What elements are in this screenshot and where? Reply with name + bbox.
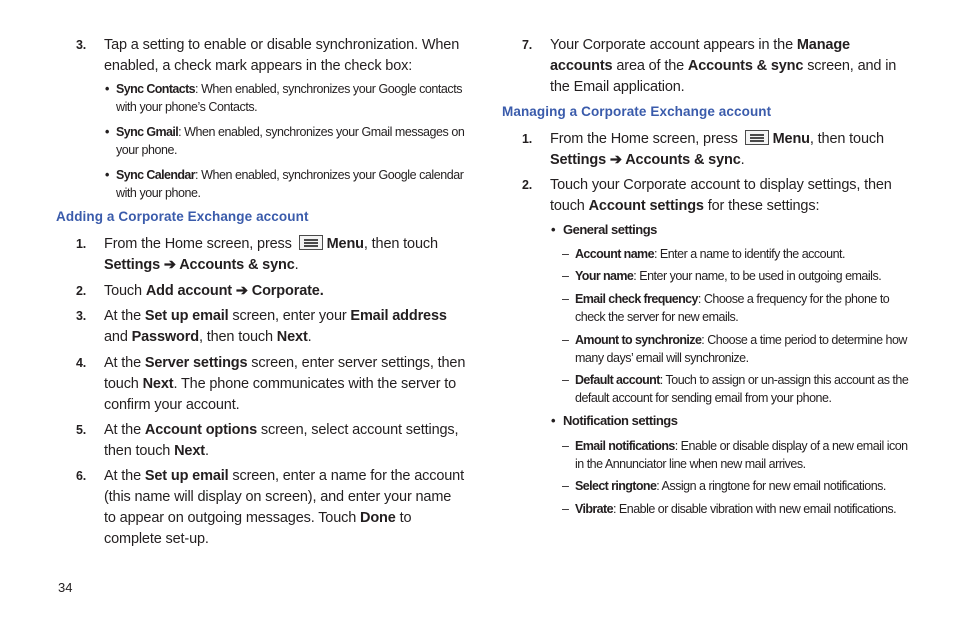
- dash: –: [562, 333, 569, 347]
- dash: –: [562, 439, 569, 453]
- page-number: 34: [58, 580, 73, 595]
- term: Sync Gmail: [116, 125, 179, 139]
- menu-icon: [745, 130, 769, 145]
- bullet-dot: •: [105, 125, 109, 139]
- desc: : When enabled, synchronizes your Gmail messages on your phone.: [116, 125, 465, 157]
- menu-icon: [299, 235, 323, 250]
- arrow-icon: ➔: [232, 283, 252, 299]
- bullet-dot: •: [105, 168, 109, 182]
- arrow-icon: ➔: [160, 257, 180, 273]
- step-number: 3.: [76, 38, 87, 52]
- term: Sync Contacts: [116, 82, 196, 96]
- manual-page: 3. Tap a setting to enable or disable synchronization. When enabled, a check mark appears in the check box: • Sync Contacts: When enabled, synchronizes your Google contacts with your phone’s Contacts. • Sync Gmail: When enabled, synchronizes your Gmail messages on your phone. • Sync Calendar: When enabled, synchronizes your Google calendar with your phone. Adding a Corporate Exchange account 1. From the Home screen, press Menu, then touch Settings ➔ Accounts & sync. 2. Touch Add account ➔ Corporate. 3. At the Set up email screen, enter your Email address and Password, then touch Next. 4. At the Server settings screen, enter server settings, then touch Next. The phone communicates with the server to confirm your account. 5. At the Account options screen, select account settings, then touch Next. 6. At the Set up email screen, enter a name for the account (this name will display on screen), and enter your name to appear on outgoing messages. Touch Done to complete set-up. 7. Your Corporate account appears in the Manage accounts area of the Accounts & sync screen, and in the Email application. Managing a Corporate Exchange account 1. From the Home screen, press Menu, then touch Settings ➔ Accounts & sync. 2. Touch your Corporate account to display settings, then touch Account settings for these settings: • General settings – Account name: Enter a name to identify the account. – Your name: Enter your name, to be used in outgoing emails. – Email check frequency: Choose a frequency for the phone to check the server for new emails. – Amount to synchronize: Choose a time period to determine how many days’ email will synchronize. – Default account: Touch to assign or un-assign this account as the default account for sending email from your phone. • Notification settings – Email notifications: Enable or disable display of a new email icon in the Annunciator line when new mail arrives. – Select ringtone: Assign a ringtone for new email notifications. – Vibrate: Enable or disable vibration with new email notifications. 34: [0, 0, 954, 636]
- desc: : When enabled, synchronizes your Google contacts with your phone’s Contacts.: [116, 82, 463, 114]
- desc: : When enabled, synchronizes your Google calendar with your phone.: [116, 168, 464, 200]
- step-text: Tap a setting to enable or disable synchronization. When enabled, a check mark appears in the check box:: [104, 37, 460, 74]
- arrow-icon: ➔: [606, 152, 626, 168]
- dash: –: [562, 292, 569, 306]
- term: Sync Calendar: [116, 168, 196, 182]
- bullet-dot: •: [551, 222, 556, 237]
- section-heading-managing: Managing a Corporate Exchange account: [502, 104, 772, 119]
- dash: –: [562, 479, 569, 493]
- dash: –: [562, 247, 569, 261]
- bullet-dot: •: [105, 82, 109, 96]
- dash: –: [562, 373, 569, 387]
- section-heading-adding: Adding a Corporate Exchange account: [56, 209, 309, 224]
- dash: –: [562, 502, 569, 516]
- bullet-dot: •: [551, 413, 556, 428]
- dash: –: [562, 269, 569, 283]
